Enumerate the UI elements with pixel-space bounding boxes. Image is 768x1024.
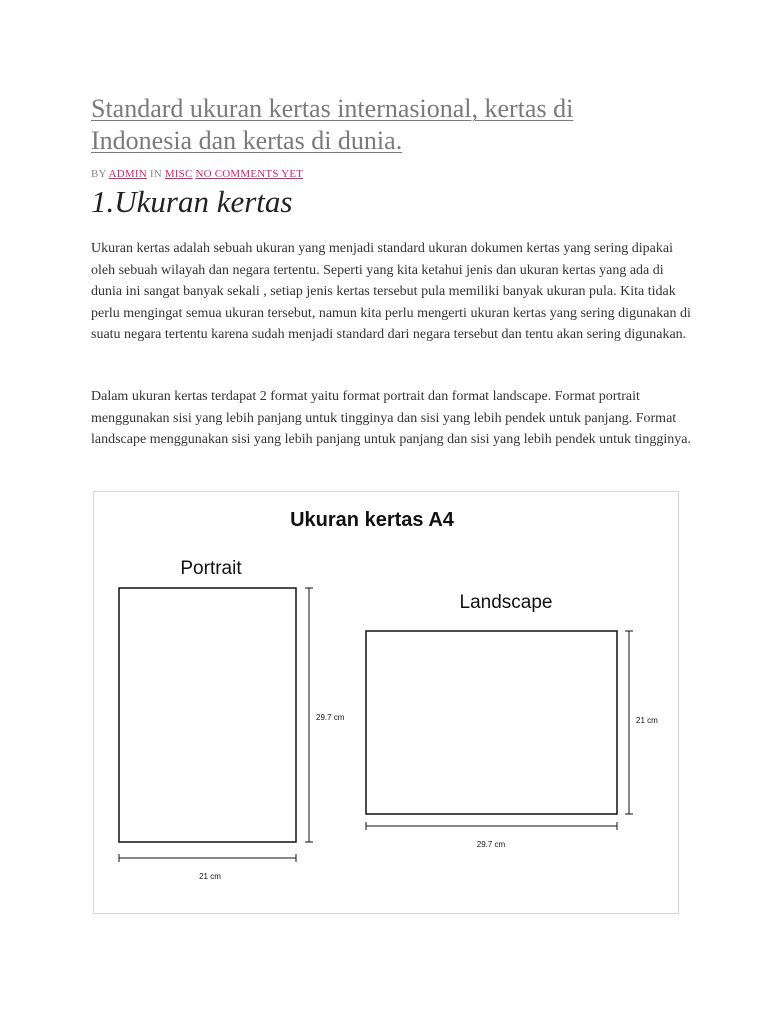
figure-title: Ukuran kertas A4 [290, 509, 454, 531]
section-heading: 1.Ukuran kertas [91, 184, 293, 219]
a4-diagram [94, 492, 678, 913]
paragraph-1: Ukuran kertas adalah sebuah ukuran yang menjadi standard ukuran dokumen kertas yang sering dipakai oleh sebuah wilayah dan negara tertentu. Seperti yang kita ketahui jenis dan ukuran kertas yang ada di dunia ini sangat banyak sekali , setiap jenis kertas tersebut pula memiliki banyak ukuran pula. Kita tidak perlu mengingat semua ukuran tersebut, namun kita perlu mengerti ukuran kertas yang sering digunakan di suatu negara tertentu karena sudah menjadi standard dari negara tersebut dan tentu akan sering digunakan. [91, 241, 691, 342]
article-meta [91, 168, 303, 180]
meta-in: IN [149, 168, 162, 180]
portrait-sheet [119, 588, 296, 842]
portrait-height-label: 29.7 cm [316, 713, 345, 722]
comments-link[interactable]: NO COMMENTS YET [195, 168, 304, 180]
portrait-width-label: 21 cm [199, 872, 221, 881]
paragraph-2: Dalam ukuran kertas terdapat 2 format yaitu format portrait dan format landscape. Format portrait menggunakan sisi yang lebih panjang untuk tingginya dan sisi yang lebih pendek untuk panjang. Format landscape menggunakan sisi yang lebih panjang untuk panjang dan sisi yang lebih pendek untuk tingginya. [91, 389, 691, 447]
landscape-width-label: 29.7 cm [476, 840, 506, 849]
meta-by: BY [91, 168, 107, 180]
category-link[interactable]: MISC [164, 168, 193, 180]
landscape-sheet [366, 631, 617, 814]
portrait-label: Portrait [180, 558, 242, 579]
landscape-label: Landscape [459, 592, 553, 613]
a4-size-figure [93, 491, 679, 914]
article-title[interactable]: Standard ukuran kertas internasional, kertas di Indonesia dan kertas di dunia. [91, 94, 574, 155]
author-link[interactable]: ADMIN [108, 168, 147, 180]
landscape-height-label: 21 cm [636, 716, 658, 725]
